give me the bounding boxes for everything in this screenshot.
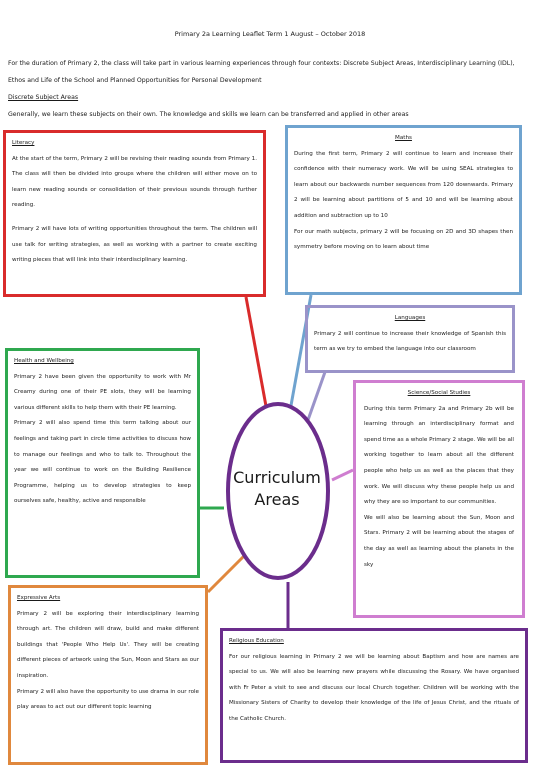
science-connector xyxy=(332,470,353,480)
health-box xyxy=(5,348,200,578)
curriculum-label-line1: Curriculum xyxy=(233,468,321,487)
expressive-arts-paragraph-1: Primary 2 will be exploring their interdisciplinary learning through art. The children will draw, build and make different buildings that 'People Who Help Us'. They will be creating different pieces of artwork using the Sun, Moon and Stars as our inspiration. xyxy=(17,610,199,679)
languages-paragraph: Primary 2 will continue to increase their knowledge of Spanish this term as we try to embed the language into our classroom xyxy=(314,330,506,353)
intro-text: For the duration of Primary 2, the class will take part in various learning experiences through four contexts: Discrete Subject Areas, Interdisciplinary Learning (IDL), Ethos and Life of the School and Planned Opportunities for Personal Development xyxy=(8,60,515,84)
science-paragraph-1: During this term Primary 2a and Primary 2b will be learning through an interdisciplinary format and spend time as a whole Primary 2 stage. We will be all working together to learn about all the different people who help us as well as the places that they work. We will discuss why these people help us and why they are so important to our communities. xyxy=(364,405,514,506)
curriculum-label xyxy=(222,467,332,511)
expressive-arts-paragraph-2: Primary 2 will also have the opportunity to use drama in our role play areas to act out our different topic learning xyxy=(17,688,199,711)
curriculum-label-line2: Areas xyxy=(254,490,300,509)
religious-education-heading: Religious Education xyxy=(229,638,284,644)
maths-box xyxy=(285,125,522,295)
maths-paragraph-1: During the first term, Primary 2 will continue to learn and increase their confidence with their numeracy work. We will be using SEAL strategies to learn about our backwards number sequences from 120 downwards. Primary 2 will be learning about partitions of 5 and 10 and will be learning about addition and subtraction up to 10 xyxy=(294,150,513,219)
health-paragraph-2: Primary 2 will also spend time this term talking about our feelings and taking part in circle time activities to discuss how to manage our feelings and who to talk to. Throughout the year we will continue to work on the Building Resilience Programme, helping us to develop strategies to keep ourselves safe, healthy, active and responsible xyxy=(14,420,191,505)
leaflet-title: Primary 2a Learning Leaflet Term 1 August – October 2018 xyxy=(174,30,366,38)
maths-heading: Maths xyxy=(395,135,412,141)
languages-connector xyxy=(308,372,325,420)
health-heading: Health and Wellbeing xyxy=(14,358,74,364)
intro-subheading: Discrete Subject Areas xyxy=(8,94,79,101)
literacy-box xyxy=(3,130,266,297)
maths-paragraph-2: For our math subjects, primary 2 will be focusing on 2D and 3D shapes then symmetry before moving on to learn about time xyxy=(294,228,513,251)
religious-education-paragraph: For our religious learning in Primary 2 we will be learning about Baptism and how are names are special to us. We will also be learning new prayers while discussing the Rosary. We have organised with Fr Peter a visit to see and discuss our local Church together. Children will be working with the Missionary Sisters of Charity to develop their knowledge of the life of Jesus Christ, and the rituals of the Catholic Church. xyxy=(229,653,519,722)
expressive-connector xyxy=(208,556,244,592)
religious-education-box xyxy=(220,628,528,763)
intro-text-2: Generally, we learn these subjects on their own. The knowledge and skills we learn can be transferred and applied in other areas xyxy=(8,111,409,118)
science-heading: Science/Social Studies xyxy=(407,390,471,396)
literacy-paragraph-1: At the start of the term, Primary 2 will be revising their reading sounds from Primary 1. The class will then be divided into groups where the children will either move on to learn new reading sounds or consolidation of their previous sounds through further reading. xyxy=(12,155,257,209)
literacy-heading: Literacy xyxy=(12,140,35,146)
literacy-paragraph-2: Primary 2 will have lots of writing opportunities throughout the term. The children will use talk for writing strategies, as well as working with a partner to create exciting writing pieces that will link into their interdisciplinary learning. xyxy=(12,225,257,264)
languages-heading: Languages xyxy=(394,315,426,321)
expressive-arts-box xyxy=(8,585,208,765)
literacy-connector xyxy=(246,297,268,417)
expressive-arts-heading: Expressive Arts xyxy=(17,595,61,601)
languages-box xyxy=(305,305,515,373)
science-box xyxy=(353,380,525,618)
health-paragraph-1: Primary 2 have been given the opportunity to work with Mr Creamy during one of their PE slots, they will be learning various different skills to help them with their PE learning. xyxy=(14,373,191,411)
science-paragraph-2: We will also be learning about the Sun, Moon and Stars. Primary 2 will be learning about the stages of the day as well as learning about the planets in the sky xyxy=(364,514,514,568)
